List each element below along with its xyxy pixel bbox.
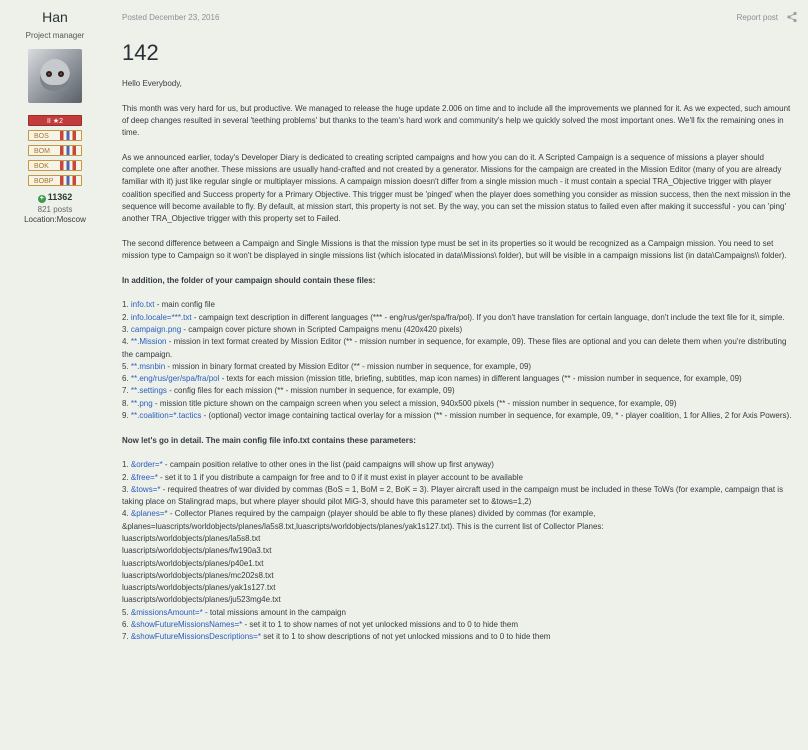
plane-path: luascripts/worldobjects/planes/yak1s127.txt xyxy=(122,583,276,593)
badge-list xyxy=(0,115,110,186)
post-header xyxy=(122,0,798,30)
list-text: - mission in text format created by Mission Editor (** - mission number in sequence, for example, 09). These files are optional and you can delete them when you're distributing the campaign. xyxy=(122,337,787,359)
list-item xyxy=(122,373,798,385)
list-link[interactable]: **.settings xyxy=(130,386,167,396)
list-text: - total missions amount in the campaign xyxy=(202,607,346,617)
list-item xyxy=(122,508,798,533)
badge-bok: BOK xyxy=(28,160,82,171)
list-number: 3. xyxy=(122,324,131,334)
list-number: 5. xyxy=(122,607,131,617)
list-link[interactable]: info.txt xyxy=(130,300,155,310)
list-link[interactable]: **.coalition=*.tactics xyxy=(130,411,202,421)
list-number: 8. xyxy=(122,398,131,408)
files-list xyxy=(122,299,798,422)
list-item xyxy=(122,459,798,471)
list-number: 6. xyxy=(122,374,131,384)
list-text: - campain position relative to other ones in the list (paid campaigns will show up first anyway) xyxy=(162,460,494,470)
plus-icon: + xyxy=(39,195,44,202)
report-post-link[interactable]: Report post xyxy=(736,13,778,22)
list-item xyxy=(122,361,798,373)
list-number: 3. xyxy=(122,484,131,494)
list-text: - texts for each mission (mission title, briefing, subtitles, map icon names) in different languages (** - mission number in sequence, for example, 09) xyxy=(219,374,742,384)
list-item xyxy=(122,324,798,336)
plane-path: luascripts/worldobjects/planes/p40e1.txt xyxy=(122,558,264,568)
list-text: - set it to 1 if you distribute a campaign for free and to 0 if it must exist in player account to be available xyxy=(157,472,523,482)
list-number: 4. xyxy=(122,509,131,519)
list-item xyxy=(122,631,798,643)
params-list-continued xyxy=(122,607,798,644)
list-link[interactable]: &showFutureMissionsNames=* xyxy=(130,620,243,630)
planes-list xyxy=(122,533,798,607)
posted-date[interactable]: Posted December 23, 2016 xyxy=(122,13,220,22)
post-body xyxy=(122,78,798,644)
plane-path: luascripts/worldobjects/planes/la5s8.txt xyxy=(122,533,261,543)
paragraph-2: As we announced earlier, today's Developer Diary is dedicated to creating scripted campaigns and how you can do it. A Scripted Campaign is a sequence of missions a player should complete one after another. These missions are usually hand-crafted and not created by a generator. Missions for the campaign are created in the Mission Editor (many of you are already familiar with it) just like regular single or multiplayer missions. A campaign mission doesn't differ from a single mission much - it must contain a special TRA_Objective trigger with player coalition specified and Success property for a Primary Objective. This trigger must be 'pinged' when the player does something you consider as mission success, then the next mission in the sequence will become available to fly. By default, at mission start, this property is not set. By the way, you can set the mission status to failed even after making it successful - you can 'ping' another TRA_Objective trigger with this property set to Failed. xyxy=(122,152,791,224)
list-link[interactable]: info.locale=***.txt xyxy=(130,312,192,322)
list-text: - required theatres of war divided by commas (BoS = 1, BoM = 2, BoK = 3). Player aircraft used in the campaign must be included in these ToWs (for example, campaign that is taking place on Stalingrad maps, but where player should pilot MiG-3, should have this parameter set to &tows=1,2) xyxy=(122,484,784,507)
plane-path: luascripts/worldobjects/planes/mc202s8.txt xyxy=(122,570,274,580)
list-item xyxy=(122,619,798,631)
list-link[interactable]: **.png xyxy=(130,398,153,408)
list-link[interactable]: &showFutureMissionsDescriptions=* xyxy=(130,632,261,642)
list-number: 9. xyxy=(122,411,131,421)
location: Location:Moscow xyxy=(24,215,86,224)
list-link[interactable]: campaign.png xyxy=(130,324,182,334)
badge-bos: BOS xyxy=(28,130,82,141)
list-text: - Collector Planes required by the campaign (player should be able to fly these planes) divided by commas (for example, &planes=luascripts/worldobjects/planes/la5s8.txt,luascripts/worldobjects/planes/yak1s127.txt). This is the current list of Collector Planes: xyxy=(122,509,604,531)
params-heading: Now let's go in detail. The main config file info.txt contains these parameters: xyxy=(122,435,416,445)
list-number: 6. xyxy=(122,620,131,630)
list-item xyxy=(122,607,798,619)
post-count: 821 posts xyxy=(37,205,73,214)
list-link[interactable]: **.Mission xyxy=(130,337,167,347)
list-item xyxy=(122,484,798,509)
list-link[interactable]: &missionsAmount=* xyxy=(130,607,203,617)
list-text: - campaign cover picture shown in Scripted Campaigns menu (420x420 pixels) xyxy=(181,324,463,334)
list-link[interactable]: &planes=* xyxy=(130,509,168,519)
list-text: - campaign text description in different languages (*** - eng/rus/ger/spa/fra/pol). If you don't have translation for certain language, don't include the text file for it, simple. xyxy=(191,312,785,322)
plane-path: luascripts/worldobjects/planes/fw190a3.txt xyxy=(122,546,272,556)
list-text: - mission title picture shown on the campaign screen when you select a mission, 940x500 pixels (** - mission number in sequence, for example, 09) xyxy=(152,398,677,408)
list-number: 1. xyxy=(122,460,131,470)
list-item xyxy=(122,299,798,311)
paragraph-3: The second difference between a Campaign and Single Missions is that the mission type must be set in its properties so it would be recognized as a Campaign mission. You need to set mission type to Campaign so it won't be displayed in single missions list (which islocated in data\Missions\ folder), but will be visible in a campaign missions list (in data\Campaigns\\ folder). xyxy=(122,238,787,261)
list-link[interactable]: **.eng/rus/ger/spa/fra/pol xyxy=(130,374,220,384)
post xyxy=(122,0,798,644)
list-link[interactable]: &tows=* xyxy=(130,484,161,494)
badge-bom: BOM xyxy=(28,145,82,156)
badge-bobp: BOBP xyxy=(28,175,82,186)
list-number: 5. xyxy=(122,361,131,371)
list-text: - mission in binary format created by Mission Editor (** - mission number in sequence, for example, 09) xyxy=(165,361,532,371)
reputation xyxy=(0,192,110,203)
list-number: 1. xyxy=(122,300,131,310)
author-name[interactable]: Han xyxy=(42,9,68,25)
share-icon[interactable] xyxy=(786,11,798,23)
list-number: 7. xyxy=(122,386,131,396)
list-text: - (optional) vector image containing tactical overlay for a mission (** - mission number in sequence, for example, 09, * - player coalition, 1 for Allies, 2 for Axis Powers). xyxy=(201,411,792,421)
list-item xyxy=(122,472,798,484)
list-text: set it to 1 to show descriptions of not yet unlocked missions and to 0 to hide them xyxy=(260,632,551,642)
list-item xyxy=(122,312,798,324)
greeting: Hello Everybody, xyxy=(122,79,182,88)
robot-avatar-icon xyxy=(40,59,70,91)
list-link[interactable]: **.msnbin xyxy=(130,361,166,371)
post-title: 142 xyxy=(122,40,159,65)
files-heading: In addition, the folder of your campaign should contain these files: xyxy=(122,275,376,285)
list-link[interactable]: &order=* xyxy=(130,460,163,470)
author-title: Project manager xyxy=(25,31,85,40)
list-link[interactable]: &free=* xyxy=(130,472,158,482)
list-item xyxy=(122,336,798,361)
paragraph-1: This month was very hard for us, but productive. We managed to release the huge update 2.006 on time and to include all the improvements we planned for it. As we expected, such amount of deep changes resulted in several 'teething problems' but thanks to the team's hard work and community's help we quickly solved the most important ones. We'll fix the remaining ones in time. xyxy=(122,103,791,138)
list-text: - set it to 1 to show names of not yet unlocked missions and to 0 to hide them xyxy=(242,620,518,630)
rank-badge: II ★2 xyxy=(28,115,82,126)
params-list xyxy=(122,459,798,533)
list-number: 2. xyxy=(122,312,131,322)
list-text: - config files for each mission (** - mission number in sequence, for example, 09) xyxy=(166,386,455,396)
avatar[interactable] xyxy=(28,49,82,103)
list-item xyxy=(122,385,798,397)
author-panel xyxy=(0,0,110,750)
list-number: 2. xyxy=(122,472,131,482)
list-text: - main config file xyxy=(154,300,215,310)
list-number: 4. xyxy=(122,337,131,347)
list-item xyxy=(122,410,798,422)
plane-path: luascripts/worldobjects/planes/ju523mg4e.txt xyxy=(122,595,281,605)
reputation-value: 11362 xyxy=(47,192,73,202)
list-item xyxy=(122,398,798,410)
list-number: 7. xyxy=(122,632,131,642)
